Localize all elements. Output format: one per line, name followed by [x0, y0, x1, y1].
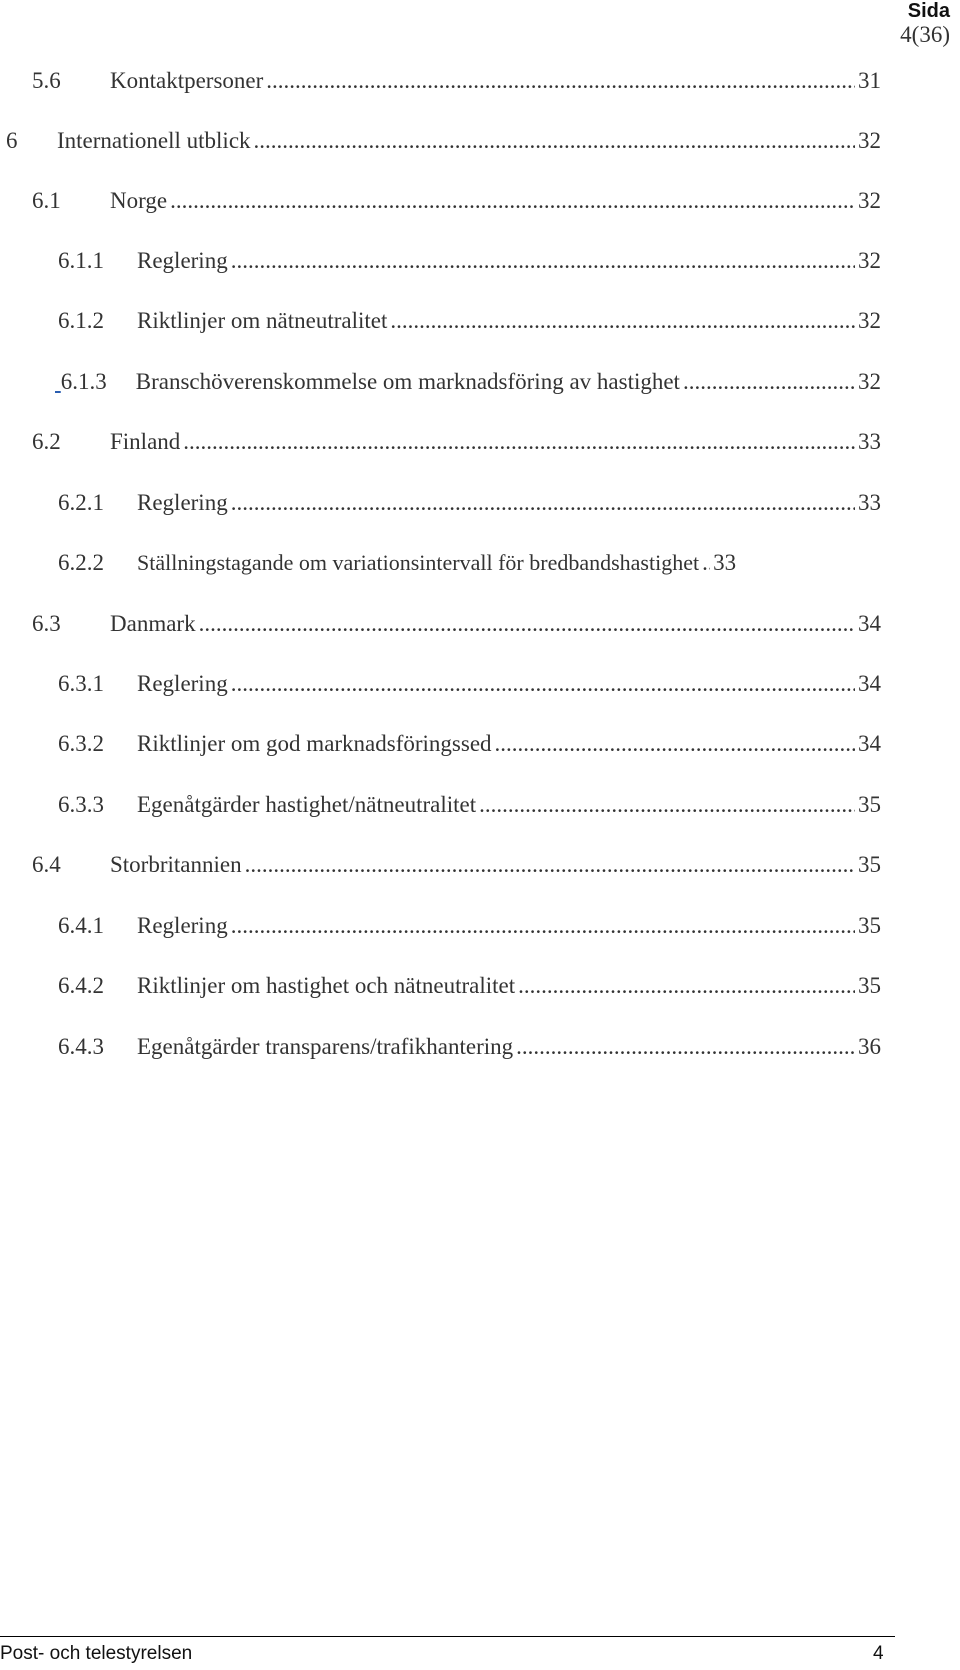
toc-entry-page: 35 [858, 792, 881, 817]
toc-entry-number: 6.3.1 [58, 671, 104, 696]
toc-entry-title: Riktlinjer om god marknadsföringssed [137, 731, 492, 756]
toc-dot-leader [231, 248, 855, 274]
toc-entry[interactable] [0, 308, 881, 342]
toc-entry-page: 34 [858, 671, 881, 696]
toc-entry-number: 6 [6, 128, 18, 153]
toc-entry-page: 32 [858, 188, 881, 213]
toc-entry[interactable] [0, 248, 881, 282]
toc-entry[interactable] [0, 611, 881, 645]
footer-page-number: 4 [873, 1643, 884, 1664]
toc-entry-number: 6.3.2 [58, 731, 104, 756]
toc-entry[interactable] [0, 550, 881, 584]
toc-entry-page: 33 [858, 490, 881, 515]
toc-entry[interactable] [0, 68, 881, 102]
toc-entry[interactable] [0, 128, 881, 162]
toc-dot-leader [518, 973, 855, 999]
toc-entry[interactable] [0, 913, 881, 947]
toc-entry-title: Riktlinjer om hastighet och nätneutralitet [137, 973, 516, 998]
toc-entry-title: Reglering [137, 248, 228, 273]
toc-dot-leader [702, 550, 710, 576]
toc-entry[interactable] [0, 1034, 881, 1068]
toc-dot-leader [683, 369, 855, 395]
footer-divider [0, 1636, 895, 1637]
toc-entry-number: 6.2 [32, 429, 61, 454]
toc-entry-number: 6.1.3 [60, 369, 107, 394]
header-label: Sida [907, 0, 950, 22]
toc-dot-leader [390, 308, 855, 334]
toc-dot-leader [231, 671, 855, 697]
toc-entry-title: Finland [110, 429, 181, 454]
toc-dot-leader [183, 429, 855, 455]
toc-entry-number: 5.6 [32, 68, 61, 93]
toc-dot-leader [231, 490, 855, 516]
toc-entry-title: Ställningstagande om variationsintervall för bredbandshastighet [137, 550, 700, 575]
toc-entry-page: 35 [858, 852, 881, 877]
toc-entry[interactable] [0, 852, 881, 886]
toc-entry[interactable] [0, 731, 881, 765]
toc-entry-title: Internationell utblick [57, 128, 251, 153]
toc-entry-title: Egenåtgärder transparens/trafikhantering [137, 1034, 514, 1059]
toc-entry-number: 6.1.1 [58, 248, 104, 273]
toc-entry-page: 34 [858, 731, 881, 756]
toc-entry[interactable] [0, 671, 881, 705]
toc-entry-title: Egenåtgärder hastighet/nätneutralitet [137, 792, 477, 817]
toc-entry-number: 6.1.2 [58, 308, 104, 333]
toc-entry-page: 32 [858, 308, 881, 333]
toc-entry-number: 6.1 [32, 188, 61, 213]
toc-dot-leader [516, 1034, 855, 1060]
toc-entry-page: 34 [858, 611, 881, 636]
toc-entry-number: 6.4.3 [58, 1034, 104, 1059]
toc-entry-number: 6.3 [32, 611, 61, 636]
toc-entry-title: Storbritannien [110, 852, 242, 877]
toc-entry-page: 32 [858, 248, 881, 273]
toc-entry-page: 33 [858, 429, 881, 454]
toc-entry[interactable] [0, 429, 881, 463]
toc-entry-page: 32 [858, 369, 881, 394]
toc-entry-page: 32 [858, 128, 881, 153]
toc-entry[interactable] [0, 792, 881, 826]
toc-entry-page: 36 [858, 1034, 881, 1059]
toc-entry-number: 6.3.3 [58, 792, 104, 817]
toc-dot-leader [266, 68, 855, 94]
toc-entry-title: Reglering [137, 671, 228, 696]
toc-entry[interactable] [0, 369, 881, 403]
toc-entry-number: 6.4.1 [58, 913, 104, 938]
header-page-number: 4(36) [900, 22, 950, 47]
toc-dot-leader [245, 852, 855, 878]
toc-entry-title: Reglering [137, 913, 228, 938]
toc-dot-leader [231, 913, 855, 939]
toc-entry-title: Kontaktpersoner [110, 68, 264, 93]
toc-entry-title: Riktlinjer om nätneutralitet [137, 308, 388, 333]
toc-entry-number: 6.4.2 [58, 973, 104, 998]
toc-entry[interactable] [0, 188, 881, 222]
toc-dot-leader [199, 611, 855, 637]
toc-entry-page: 33 [713, 550, 737, 575]
toc-entry-title: Branschöverenskommelse om marknadsföring av hastighet [135, 369, 680, 394]
toc-entry-number: 6.4 [32, 852, 61, 877]
toc-entry-page: 31 [858, 68, 881, 93]
footer-organization: Post- och telestyrelsen [0, 1643, 193, 1664]
toc-entry-title: Norge [110, 188, 168, 213]
toc-entry-number: 6.2.2 [58, 550, 104, 575]
toc-dot-leader [254, 128, 855, 154]
toc-dot-leader [479, 792, 855, 818]
toc-entry-title: Reglering [137, 490, 228, 515]
toc-entry-page: 35 [858, 973, 881, 998]
toc-dot-leader [495, 731, 855, 757]
toc-entry[interactable] [0, 490, 881, 524]
toc-entry[interactable] [0, 973, 881, 1007]
toc-dot-leader [170, 188, 855, 214]
toc-entry-page: 35 [858, 913, 881, 938]
toc-entry-number: 6.2.1 [58, 490, 104, 515]
toc-entry-title: Danmark [110, 611, 196, 636]
